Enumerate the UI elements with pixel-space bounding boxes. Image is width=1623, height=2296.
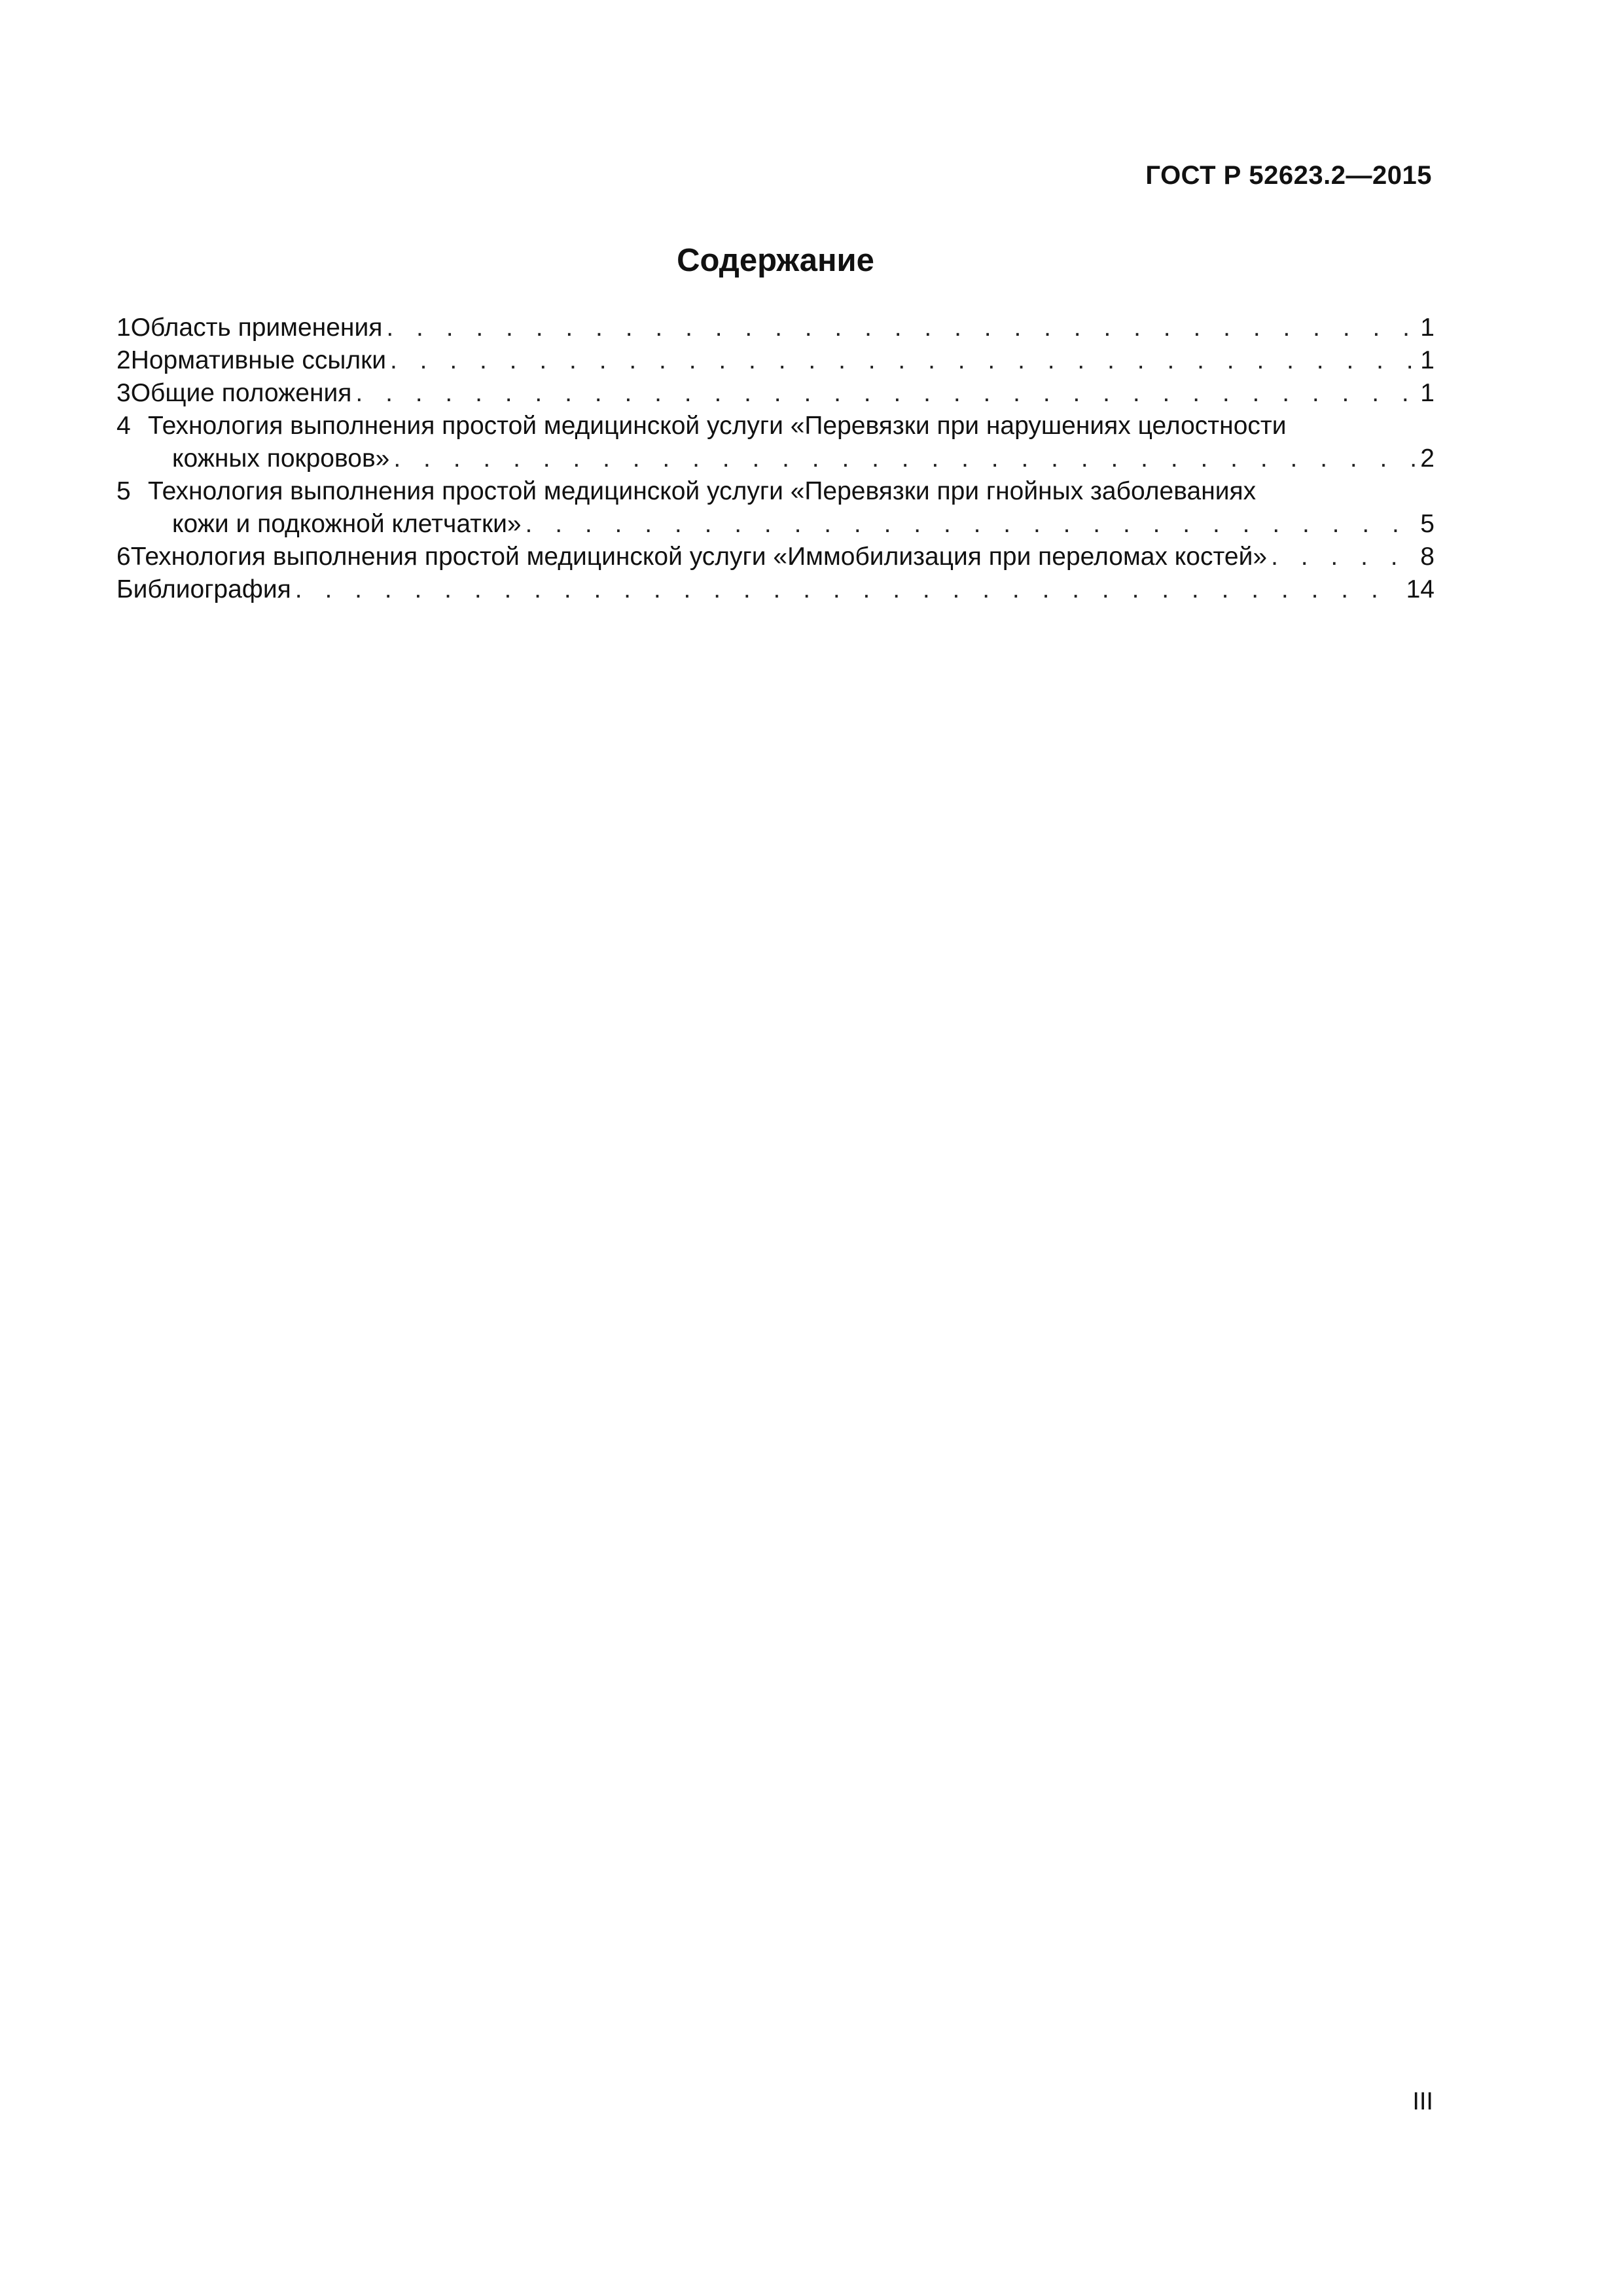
toc-entry-number: 5: [116, 477, 131, 505]
toc-entry-1[interactable]: [116, 312, 1435, 344]
toc-entry-page: 1: [1420, 379, 1435, 407]
table-of-contents: [116, 312, 1435, 606]
dot-leader: [393, 442, 1416, 475]
toc-entry-page: 5: [1420, 510, 1435, 538]
dot-leader: [390, 344, 1416, 377]
toc-entry-bibliography[interactable]: [116, 573, 1435, 606]
toc-entry-page: 2: [1420, 444, 1435, 473]
toc-entry-title: Область применения: [130, 314, 383, 342]
toc-entry-number: 6: [116, 543, 131, 571]
dot-leader: [295, 573, 1402, 606]
toc-entry-3[interactable]: [116, 377, 1435, 410]
toc-entry-6[interactable]: [116, 541, 1435, 573]
toc-entry-page: 14: [1406, 575, 1435, 603]
dot-leader: [1271, 541, 1416, 573]
toc-entry-4[interactable]: [116, 410, 1435, 475]
toc-entry-title: Технология выполнения простой медицинской услуги «Иммобилизация при переломах костей»: [130, 543, 1268, 571]
toc-entry-title: Технология выполнения простой медицинской услуги «Перевязки при нарушениях целостности: [148, 412, 1287, 440]
toc-entry-title-continued: кожных покровов»: [172, 444, 390, 473]
toc-entry-number: 2: [116, 346, 131, 374]
toc-entry-title: Библиография: [116, 575, 291, 603]
toc-entry-page: 8: [1420, 543, 1435, 571]
toc-entry-title: Общие положения: [130, 379, 352, 407]
dot-leader: [386, 312, 1416, 344]
toc-entry-2[interactable]: [116, 344, 1435, 377]
dot-leader: [526, 508, 1417, 541]
toc-entry-title: Нормативные ссылки: [130, 346, 386, 374]
toc-entry-title-continued: кожи и подкожной клетчатки»: [172, 510, 522, 538]
toc-entry-title: Технология выполнения простой медицинской услуги «Перевязки при гнойных заболеваниях: [148, 477, 1257, 505]
toc-entry-number: 4: [116, 412, 131, 440]
toc-entry-page: 1: [1420, 346, 1435, 374]
document-code: ГОСТ Р 52623.2—2015: [1145, 161, 1432, 190]
toc-entry-number: 1: [116, 314, 131, 342]
dot-leader: [355, 377, 1416, 410]
page-number: III: [1412, 2088, 1433, 2115]
toc-entry-number: 3: [116, 379, 131, 407]
toc-entry-5[interactable]: [116, 475, 1435, 541]
toc-heading: Содержание: [677, 243, 874, 278]
toc-entry-page: 1: [1420, 314, 1435, 342]
